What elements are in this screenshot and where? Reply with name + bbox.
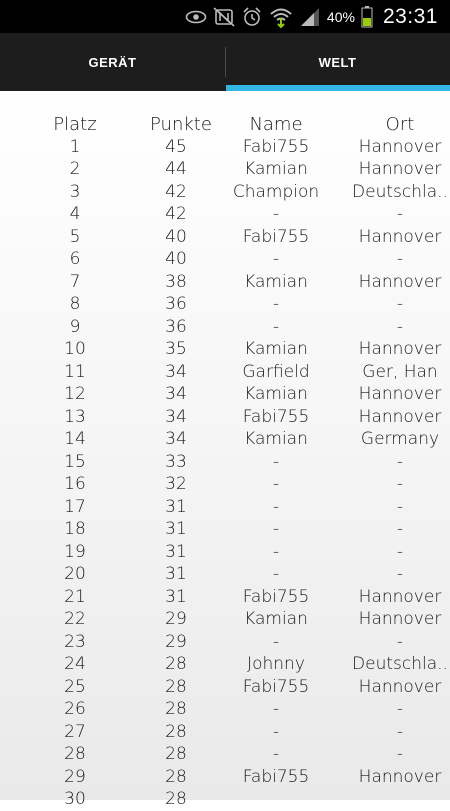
cell-punkte: 28: [165, 721, 187, 742]
clock: 23:31: [382, 4, 438, 28]
cell-ort: Hannover: [358, 384, 442, 405]
cell-name: -: [272, 496, 280, 517]
cell-name: Johnny: [247, 654, 305, 675]
cell-ort: Hannover: [358, 339, 442, 360]
cell-punkte: 31: [165, 519, 187, 540]
cell-punkte: 29: [165, 631, 187, 652]
cell-punkte: 31: [165, 496, 187, 517]
table-row: [0, 676, 450, 699]
cell-platz: 1: [69, 136, 81, 157]
cell-name: Kamian: [244, 429, 308, 450]
cell-punkte: 34: [165, 384, 187, 405]
cell-platz: 14: [64, 429, 86, 450]
table-row: [0, 473, 450, 496]
cell-name: Kamian: [244, 384, 308, 405]
status-icons: [185, 0, 438, 33]
cell-ort: -: [396, 699, 404, 720]
cell-punkte: 28: [165, 654, 187, 675]
cell-platz: 25: [64, 676, 86, 697]
table-row: [0, 293, 450, 316]
cell-name: Fabi755: [242, 406, 310, 427]
cell-platz: 3: [69, 181, 81, 202]
cell-name: Garfield: [242, 361, 310, 382]
cell-name: -: [272, 721, 280, 742]
cell-name: -: [272, 631, 280, 652]
cell-ort: Ger, Han: [362, 361, 438, 382]
cell-ort: -: [396, 474, 404, 495]
cell-platz: 24: [64, 654, 86, 675]
cell-punkte: 28: [165, 744, 187, 765]
table-row: [0, 698, 450, 721]
cell-platz: 4: [69, 204, 81, 225]
cell-punkte: 28: [165, 766, 187, 787]
header-platz: Platz: [53, 113, 97, 135]
cell-ort: Hannover: [358, 766, 442, 787]
cell-platz: 26: [64, 699, 86, 720]
cell-ort: -: [396, 631, 404, 652]
table-row: [0, 316, 450, 339]
table-row: [0, 496, 450, 519]
leaderboard-content: [0, 91, 450, 810]
cell-name: Fabi755: [242, 766, 310, 787]
cell-punkte: 42: [165, 181, 187, 202]
cell-punkte: 29: [165, 609, 187, 630]
cell-platz: 6: [69, 249, 81, 270]
cell-punkte: 31: [165, 541, 187, 562]
table-row: [0, 406, 450, 429]
cell-platz: 27: [64, 721, 86, 742]
cell-name: Fabi755: [242, 586, 310, 607]
cell-ort: Hannover: [358, 226, 442, 247]
cell-ort: -: [396, 541, 404, 562]
header-ort: Ort: [385, 113, 415, 135]
header-punkte: Punkte: [150, 113, 212, 135]
cell-ort: Hannover: [358, 159, 442, 180]
cell-name: -: [272, 204, 280, 225]
cell-platz: 9: [69, 316, 81, 337]
cell-ort: Hannover: [358, 271, 442, 292]
leaderboard-table: [0, 113, 450, 811]
cell-ort: -: [396, 744, 404, 765]
header-name: Name: [249, 113, 303, 135]
cell-punkte: 31: [165, 564, 187, 585]
cell-name: -: [272, 564, 280, 585]
table-row: [0, 226, 450, 249]
table-row: [0, 136, 450, 159]
cell-name: Kamian: [244, 339, 308, 360]
cell-name: -: [272, 294, 280, 315]
cell-ort: Hannover: [358, 406, 442, 427]
signal-strength-icon: [299, 7, 321, 27]
cell-punkte: 36: [165, 294, 187, 315]
cell-punkte: 36: [165, 316, 187, 337]
cell-platz: 21: [64, 586, 86, 607]
cell-platz: 16: [64, 474, 86, 495]
cell-name: Kamian: [244, 609, 308, 630]
cell-platz: 20: [64, 564, 86, 585]
table-row: [0, 743, 450, 766]
cell-ort: Hannover: [358, 136, 442, 157]
cell-ort: Deutschla..: [352, 181, 448, 202]
cell-platz: 29: [64, 766, 86, 787]
table-row: [0, 766, 450, 789]
cell-platz: 22: [64, 609, 86, 630]
table-row: [0, 428, 450, 451]
cell-platz: 18: [64, 519, 86, 540]
cell-name: Kamian: [244, 159, 308, 180]
battery-percent: 40%: [326, 8, 355, 25]
cell-platz: 11: [64, 361, 86, 382]
nfc-off-icon: [213, 7, 235, 27]
cell-name: -: [272, 249, 280, 270]
cell-name: -: [272, 474, 280, 495]
table-row: [0, 518, 450, 541]
table-row: [0, 653, 450, 676]
table-row: [0, 361, 450, 384]
cell-punkte: 33: [165, 451, 187, 472]
cell-ort: -: [396, 496, 404, 517]
table-row: [0, 586, 450, 609]
cell-name: Kamian: [244, 271, 308, 292]
cell-punkte: 40: [165, 226, 187, 247]
cell-name: -: [272, 541, 280, 562]
cell-punkte: 28: [165, 789, 187, 810]
cell-platz: 12: [64, 384, 86, 405]
wifi-icon: [269, 6, 293, 28]
cell-ort: Deutschla..: [352, 654, 448, 675]
table-row: [0, 563, 450, 586]
table-row: [0, 451, 450, 474]
cell-platz: 13: [64, 406, 86, 427]
table-row: [0, 181, 450, 204]
cell-name: -: [272, 744, 280, 765]
table-row: [0, 203, 450, 226]
cell-name: Fabi755: [242, 136, 310, 157]
cell-name: -: [272, 699, 280, 720]
cell-platz: 23: [64, 631, 86, 652]
table-header: [0, 113, 450, 136]
cell-ort: -: [396, 451, 404, 472]
cell-platz: 28: [64, 744, 86, 765]
table-row: [0, 608, 450, 631]
cell-ort: -: [396, 294, 404, 315]
table-row: [0, 338, 450, 361]
cell-ort: -: [396, 721, 404, 742]
tab-geraet[interactable]: GERÄT: [88, 54, 137, 70]
cell-name: -: [272, 316, 280, 337]
cell-name: -: [272, 519, 280, 540]
cell-name: Champion: [232, 181, 320, 202]
cell-punkte: 28: [165, 676, 187, 697]
cell-ort: Germany: [360, 429, 440, 450]
cell-platz: 2: [69, 159, 81, 180]
cell-punkte: 34: [165, 429, 187, 450]
cell-ort: -: [396, 204, 404, 225]
cell-platz: 15: [64, 451, 86, 472]
cell-platz: 19: [64, 541, 86, 562]
cell-punkte: 34: [165, 406, 187, 427]
cell-ort: Hannover: [358, 676, 442, 697]
cell-ort: -: [396, 249, 404, 270]
eye-icon: [185, 10, 207, 24]
table-row: [0, 721, 450, 744]
cell-ort: -: [396, 519, 404, 540]
alarm-clock-icon: [241, 6, 263, 28]
cell-punkte: 31: [165, 586, 187, 607]
cell-platz: 5: [69, 226, 81, 247]
cell-punkte: 40: [165, 249, 187, 270]
table-row: [0, 271, 450, 294]
table-row: [0, 158, 450, 181]
table-row: [0, 788, 450, 811]
cell-punkte: 42: [165, 204, 187, 225]
cell-name: Fabi755: [242, 676, 310, 697]
cell-punkte: 38: [165, 271, 187, 292]
cell-ort: Hannover: [358, 609, 442, 630]
status-bar: [0, 0, 450, 33]
cell-platz: 7: [69, 271, 81, 292]
cell-platz: 17: [64, 496, 86, 517]
cell-ort: Hannover: [358, 586, 442, 607]
cell-punkte: 44: [165, 159, 187, 180]
table-row: [0, 383, 450, 406]
cell-platz: 30: [64, 789, 86, 810]
cell-ort: -: [396, 316, 404, 337]
table-row: [0, 631, 450, 654]
table-row: [0, 248, 450, 271]
tab-bar: [0, 33, 450, 91]
tab-welt[interactable]: WELT: [318, 54, 357, 70]
cell-ort: -: [396, 564, 404, 585]
cell-platz: 10: [64, 339, 86, 360]
table-row: [0, 541, 450, 564]
cell-punkte: 35: [165, 339, 187, 360]
cell-name: Fabi755: [242, 226, 310, 247]
cell-punkte: 32: [165, 474, 187, 495]
cell-punkte: 28: [165, 699, 187, 720]
cell-name: -: [272, 451, 280, 472]
battery-icon: [361, 6, 373, 28]
cell-punkte: 45: [165, 136, 187, 157]
cell-punkte: 34: [165, 361, 187, 382]
cell-platz: 8: [69, 294, 81, 315]
